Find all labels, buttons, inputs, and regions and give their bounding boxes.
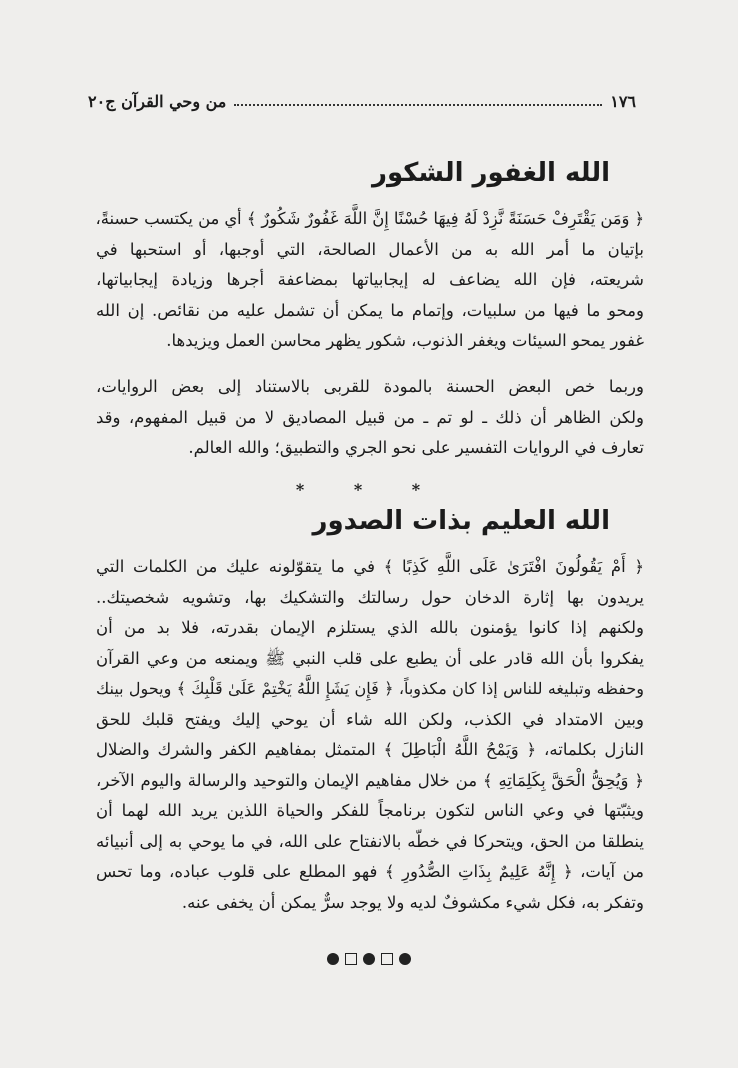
text-line: ومحو ما فيها من سلبيات، وإتمام ما يمكن أن تشمل عليه من نقائص. إن الله xyxy=(96,300,644,320)
hollow-square-icon xyxy=(381,953,393,965)
text-line: يريدون بها إثارة الدخان حول رسالتك والتشكيك بها، وتشويه شخصيتك.. xyxy=(96,587,644,607)
text-line: شريعته، فإن الله يضاعف له إيجابياتها بمضاعفة أجرها وزيادة إيجابياتها، xyxy=(96,270,644,289)
paragraph-2 xyxy=(96,372,644,464)
page-number: ١٧٦ xyxy=(610,92,636,111)
text-line: وتفكر به، فكل شيء مكشوفٌ لديه ولا يوجد سرٌّ يمكن أن يخفى عنه. xyxy=(181,892,644,912)
text-line: ﴿ أَمْ يَقُولُونَ افْتَرَىٰ عَلَى اللَّهِ كَذِبًا ﴾ في ما يتقوّلونه عليك من الكلمات التي xyxy=(96,557,644,576)
text-line: ينطلقا من الحق، ويتحركا في خطّه بالانفتاح على الله، في ما يوحي به إلى أنبيائه xyxy=(96,831,644,851)
text-line: ويثبّتها في وعي الناس لتكون برنامجاً للفكر والحياة اللذين يريد الله لهما أن xyxy=(96,801,644,820)
book-title: من وحي القرآن ج٢٠ xyxy=(88,92,227,111)
text-line: وبين الامتداد في الكذب، ولكن الله شاء أن يوحي إليك ويفتح قلبك للحق xyxy=(96,709,644,729)
text-line: ولكن الظاهر أن ذلك ـ لو تم ـ من قبيل المصاديق لا من قبيل المفهوم، وقد xyxy=(96,407,644,427)
section-heading-alim-dhat-sudur: الله العليم بذات الصدور xyxy=(312,506,610,536)
header-dot-leader xyxy=(234,104,602,106)
text-line: يفكروا بأن الله قادر على أن يطبع على قلب النبي ﷺ ويمنعه من وعي القرآن xyxy=(96,648,644,668)
hollow-square-icon xyxy=(345,953,357,965)
text-line: ﴿ وَيُحِقُّ الْحَقَّ بِكَلِمَاتِهِ ﴾ من خلال مفاهيم الإيمان والتوحيد والرسالة واليوم الآخر، xyxy=(96,770,644,790)
text-line: النازل بكلماته، ﴿ وَيَمْحُ اللَّهُ الْبَاطِلَ ﴾ المتمثل بمفاهيم الكفر والشرك والضلال xyxy=(96,740,644,759)
end-ornament xyxy=(0,953,738,965)
text-line: ﴿ وَمَن يَقْتَرِفْ حَسَنَةً نَّزِدْ لَهُ فِيهَا حُسْنًا إِنَّ اللَّهَ غَفُورٌ شَكُورٌ ﴾ أي من يكتسب حسنةً، xyxy=(96,209,644,228)
text-line: وحفظه وتبليغه للناس إذا كان مكذوباً، ﴿ فَإِن يَشَإِ اللَّهُ يَخْتِمْ عَلَىٰ قَلْبِكَ ﴾ ويحول بينك xyxy=(96,679,644,698)
text-line: غفور يمحو السيئات ويغفر الذنوب، شكور يظهر محاسن العمل ويزيدها. xyxy=(166,331,644,350)
filled-circle-icon xyxy=(399,953,411,965)
text-line: ولكنهم إذا كانوا يؤمنون بالله الذي يستلزم الإيمان بقدرته، فلا بد من أن xyxy=(96,618,644,637)
paragraph-1 xyxy=(96,204,644,357)
text-line: بإتيان ما أمر الله به من الأعمال الصالحة، التي أوجبها، أو استحبها في xyxy=(96,239,644,259)
filled-circle-icon xyxy=(363,953,375,965)
text-line: وربما خص البعض الحسنة بالمودة للقربى بالاستناد إلى بعض الروايات، xyxy=(96,377,644,396)
running-header xyxy=(88,92,636,111)
text-line: من آيات، ﴿ إِنَّهُ عَلِيمٌ بِذَاتِ الصُّدُورِ ﴾ فهو المطلع على قلوب عباده، وما تحس xyxy=(96,862,644,881)
text-line: تعارف في الروايات التفسير على نحو الجري والتطبيق؛ والله العالم. xyxy=(188,438,644,457)
section-heading-ghafur-shakur: الله الغفور الشكور xyxy=(371,158,610,188)
section-separator: * * * xyxy=(295,480,443,499)
paragraph-3 xyxy=(96,552,644,918)
filled-circle-icon xyxy=(327,953,339,965)
